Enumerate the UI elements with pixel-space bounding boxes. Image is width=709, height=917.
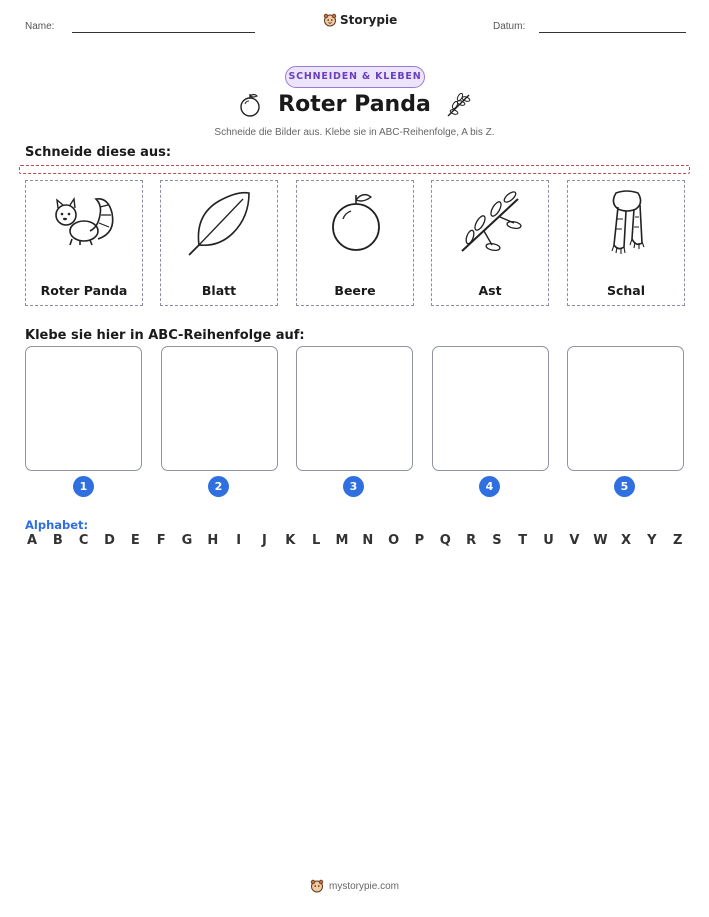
alphabet-letter: E — [130, 533, 140, 548]
alphabet-letter: Y — [647, 533, 657, 548]
footer — [0, 879, 709, 893]
alphabet-letter: G — [181, 533, 193, 548]
alphabet-letter: V — [569, 533, 580, 548]
page-title: Roter Panda — [278, 92, 431, 117]
cut-section-heading: Schneide diese aus: — [25, 145, 172, 160]
paste-box-5[interactable] — [567, 346, 684, 471]
paste-box-2[interactable] — [161, 346, 278, 471]
cut-card-leaf[interactable] — [160, 180, 278, 306]
cut-card-label: Beere — [334, 283, 376, 298]
alphabet-letter: C — [78, 533, 89, 548]
alphabet-letter: T — [518, 533, 528, 548]
brand-name: Storypie — [340, 13, 398, 27]
storypie-mascot-icon — [323, 13, 337, 27]
name-line — [72, 32, 255, 33]
alphabet-letter: I — [236, 533, 242, 548]
alphabet-letter: F — [156, 533, 166, 548]
cut-card-scarf[interactable] — [567, 180, 685, 306]
alphabet-letter: A — [26, 533, 38, 548]
alphabet-letter: S — [492, 533, 502, 548]
number-badge-3: 3 — [343, 476, 364, 497]
storypie-mascot-icon — [310, 879, 324, 893]
alphabet-letter: D — [104, 533, 115, 548]
alphabet-row — [25, 533, 685, 548]
paste-box-3[interactable] — [296, 346, 413, 471]
branch-title-icon — [445, 92, 473, 118]
red-panda-icon — [50, 187, 120, 257]
alphabet-letter: R — [466, 533, 477, 548]
alphabet-title: Alphabet: — [25, 518, 89, 532]
alphabet-letter: P — [414, 533, 425, 548]
branch-icon — [456, 187, 526, 257]
berry-icon — [321, 187, 391, 257]
cut-card-label: Blatt — [201, 283, 237, 298]
paste-box-4[interactable] — [432, 346, 549, 471]
alphabet-letter: N — [362, 533, 374, 548]
scarf-icon — [592, 187, 662, 257]
alphabet-letter: H — [207, 533, 219, 548]
alphabet-letter: J — [262, 533, 267, 548]
name-label: Name: — [25, 21, 55, 32]
cut-card-berry[interactable] — [296, 180, 414, 306]
alphabet-letter: M — [335, 533, 349, 548]
footer-url[interactable]: mystorypie.com — [328, 880, 399, 892]
alphabet-letter: L — [311, 533, 321, 548]
leaf-icon — [185, 187, 255, 257]
number-badge-1: 1 — [73, 476, 94, 497]
alphabet-letter: Q — [439, 533, 451, 548]
cut-card-branch[interactable] — [431, 180, 549, 306]
brand-logo — [323, 13, 397, 27]
cut-card-label: Ast — [478, 283, 502, 298]
alphabet-letter: B — [52, 533, 63, 548]
date-line — [539, 32, 686, 33]
instructions: Schneide die Bilder aus. Klebe sie in ABC-Reihenfolge, A bis Z. — [214, 127, 495, 138]
number-badge-2: 2 — [208, 476, 229, 497]
alphabet-letter: O — [388, 533, 400, 548]
number-badge-5: 5 — [614, 476, 635, 497]
alphabet-letter: K — [285, 533, 296, 548]
paste-section-heading: Klebe sie hier in ABC-Reihenfolge auf: — [25, 328, 305, 343]
cut-line — [19, 165, 690, 174]
alphabet-letter: Z — [672, 533, 683, 548]
activity-badge: SCHNEIDEN & KLEBEN — [285, 66, 425, 88]
date-label: Datum: — [493, 21, 526, 32]
cut-card-red-panda[interactable] — [25, 180, 143, 306]
alphabet-letter: U — [543, 533, 554, 548]
cut-card-label: Schal — [606, 283, 646, 298]
paste-box-1[interactable] — [25, 346, 142, 471]
number-badge-4: 4 — [479, 476, 500, 497]
alphabet-letter: X — [621, 533, 632, 548]
alphabet-letter: W — [593, 533, 608, 548]
cut-card-label: Roter Panda — [40, 283, 128, 298]
